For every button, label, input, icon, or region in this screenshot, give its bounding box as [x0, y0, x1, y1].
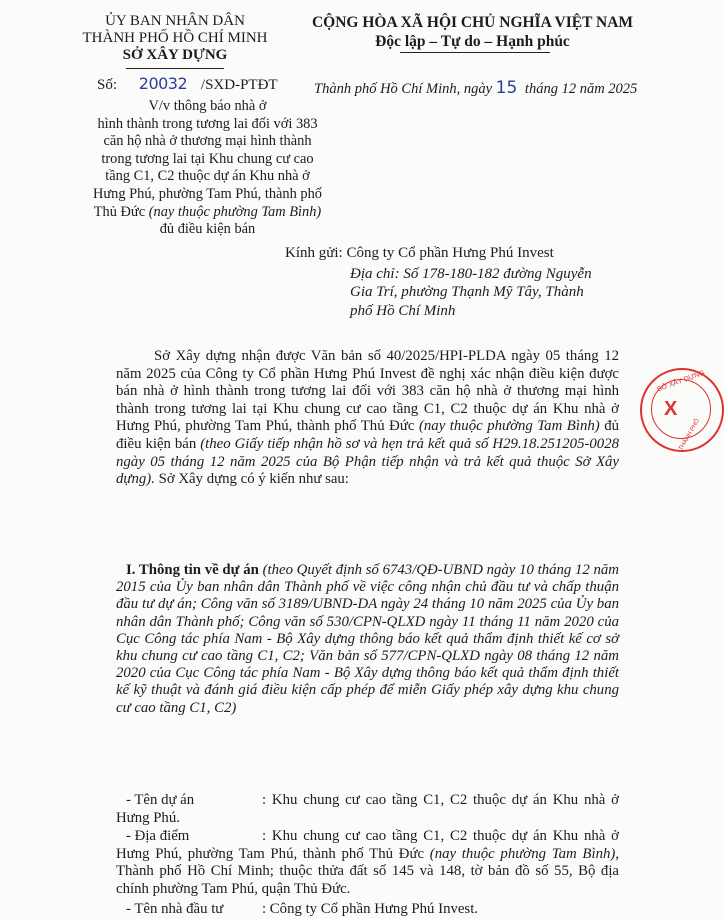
subject-line: tầng C1, C2 thuộc dự án Khu nhà ở: [105, 168, 310, 185]
intro-paragraph: [116, 348, 619, 489]
doc-number-suffix: /SXD-PTĐT: [200, 77, 278, 93]
official-seal: [640, 368, 724, 452]
field-value: : Công ty Cổ phần Hưng Phú Invest.: [262, 901, 478, 917]
place-date-suffix: tháng 12 năm 2025: [524, 81, 638, 97]
subject-line: căn hộ nhà ở thương mại hình thành: [103, 133, 312, 150]
field-label: - Địa điểm: [126, 828, 190, 844]
subject-line: hình thành trong tương lai đối với 383: [97, 115, 318, 132]
subject-line-7-italic: (nay thuộc phường Tam Bình): [148, 203, 322, 220]
issuing-agency: [60, 13, 290, 64]
agency-line-2: THÀNH PHỐ HỒ CHÍ MINH: [82, 30, 268, 46]
address-line: phố Hồ Chí Minh: [350, 302, 456, 319]
seal-letter: X: [664, 398, 678, 420]
location-text: : Khu chung cư cao tầng C1, C2 thuộc dự án Khu nhà ở Hưng Phú, phường Tam Phú, thành phố Thủ Đức: [116, 828, 619, 862]
agency-line-1: ỦY BAN NHÂN DÂN: [105, 13, 245, 29]
intro-text: Sở Xây dựng nhận được Văn bản số 40/2025/HPI-PLDA ngày 05 tháng 12 năm 2025 của Công ty Cổ phần Hưng Phú Invest đề nghị xác nhận điều kiện được bán nhà ở hình thành trong tương lai đối với 383 căn hộ nhà ở thương mại hình thành trong tương lai tại Khu chung cư cao tầng C1, C2 thuộc dự án Khu nhà ở Hưng Phú, phường Tam Phú, thành phố Thủ Đức: [116, 348, 619, 435]
agency-underline: [126, 68, 224, 69]
date-day-handwritten: 15: [495, 78, 518, 98]
agency-line-3: SỞ XÂY DỰNG: [122, 47, 228, 63]
national-motto: [300, 13, 645, 51]
nation-line-1: CỘNG HÒA XÃ HỘI CHỦ NGHĨA VIỆT NAM: [311, 14, 634, 31]
field-value: : Khu chung cư cao tầng C1, C2 thuộc dự án Khu nhà ở Hưng Phú.: [116, 792, 619, 826]
document-number: [97, 74, 278, 94]
subject-line: trong tương lai tại Khu chung cư cao: [101, 150, 314, 167]
location-text-cont: Thành phố Hồ Chí Minh; thuộc thửa đất số 145 và 148, tờ bản đồ số 55, Bộ địa chính phường Tam Phú, quận Thủ Đức.: [116, 863, 619, 897]
doc-number-handwritten: 20032: [138, 74, 188, 93]
intro-text-cont: đủ điều kiện bán: [116, 418, 620, 452]
doc-number-prefix: Số:: [97, 77, 118, 93]
field-value: [116, 828, 619, 898]
place-date: [314, 78, 637, 98]
motto-underline: [400, 52, 550, 53]
place-date-prefix: Thành phố Hồ Chí Minh, ngày: [314, 81, 493, 97]
recipient-address: [350, 265, 620, 320]
field-investor: [116, 901, 619, 919]
seal-text-side: THÀNH PHỐ: [678, 418, 702, 452]
field-label: - Tên dự án: [126, 792, 195, 808]
intro-italic-reference: (theo Giấy tiếp nhận hồ sơ và hẹn trả kết quả số H29.18.251205-0028 ngày 05 tháng 12 năm 2025 của Bộ Phận tiếp nhận và trả kết quả thuộc Sở Xây dựng).: [116, 435, 619, 488]
field-location: [116, 828, 619, 898]
recipient-line: Kính gửi: Công ty Cổ phần Hưng Phú Invest: [285, 245, 554, 261]
section-1-heading: I. Thông tin về dự án: [126, 562, 259, 578]
location-italic: (nay thuộc phường Tam Bình),: [429, 845, 619, 862]
address-line: Địa chỉ: Số 178-180-182 đường Nguyễn: [350, 266, 592, 282]
subject-line: V/v thông báo nhà ở: [148, 98, 267, 114]
field-label: - Tên nhà đầu tư: [126, 901, 224, 917]
section-1-legal-basis: (theo Quyết định số 6743/QĐ-UBND ngày 10 tháng 12 năm 2015 của Ủy ban nhân dân Thành phố về việc công nhận chủ đầu tư và chấp thuận đầu tư dự án; Công văn số 3189/UBND-DA ngày 24 tháng 10 năm 2025 của Ủy ban nhân dân Thành phố; Công văn số 530/CPN-QLXD ngày 11 tháng 11 năm 2020 của Cục Công tác phía Nam - Bộ Xây dựng thông báo kết quả thẩm định thiết kế cơ sở khu chung cư cao tầng C1, C2; Văn bản số 577/CPN-QLXD ngày 08 tháng 12 năm 2020 của Cục Công tác phía Nam - Bộ Xây dựng thông báo kết quả thẩm định thiết kế kỹ thuật và đánh giá điều kiện cấp phép để miễn Giấy phép xây dựng khu chung cư cao tầng C1, C2): [116, 562, 619, 716]
intro-italic-note: (nay thuộc phường Tam Bình): [418, 418, 600, 435]
field-project-name: [116, 792, 619, 827]
section-1-paragraph: [116, 562, 619, 717]
subject-block: [60, 98, 355, 239]
subject-line: Hưng Phú, phường Tam Phú, thành phố: [92, 185, 322, 202]
subject-line: [60, 204, 355, 222]
subject-line: đủ điều kiện bán: [159, 221, 256, 238]
intro-conclusion: Sở Xây dựng có ý kiến như sau:: [158, 471, 349, 488]
subject-line-7-normal: Thủ Đức: [93, 203, 146, 220]
address-line: Gia Trí, phường Thạnh Mỹ Tây, Thành: [350, 284, 584, 301]
seal-text-top: SỞ XÂY DỰNG: [656, 369, 706, 394]
nation-line-2: Độc lập – Tự do – Hạnh phúc: [375, 33, 570, 50]
